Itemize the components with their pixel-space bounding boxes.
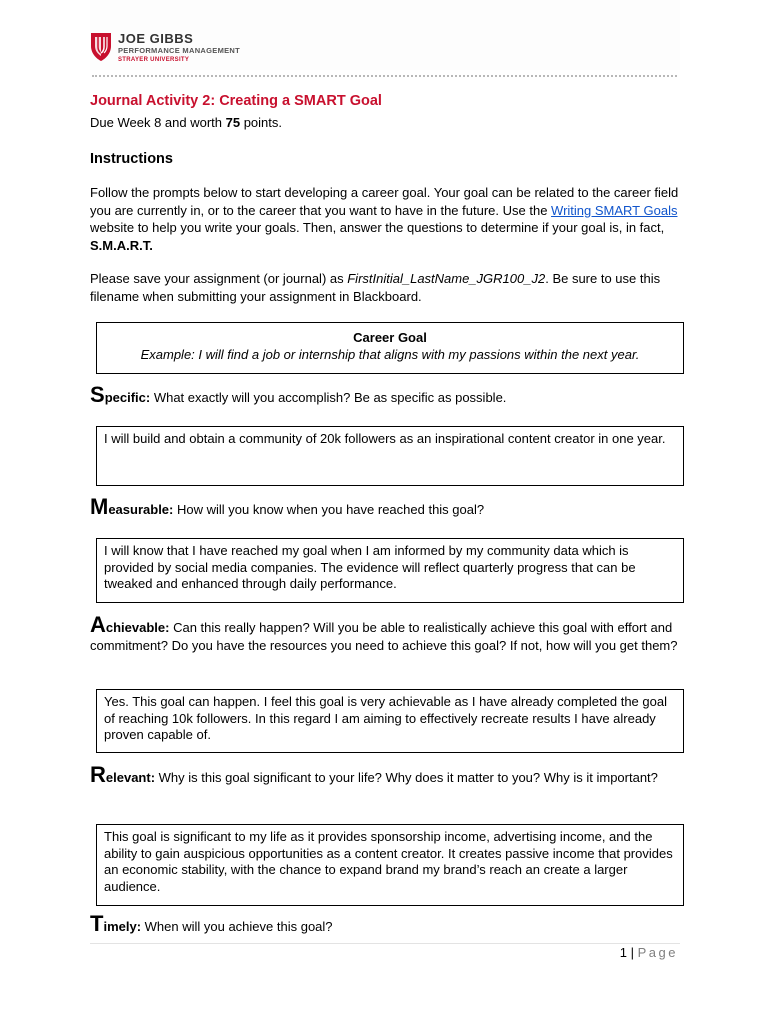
page-word: Page [637, 945, 678, 960]
instructions-paragraph-1 [90, 184, 690, 254]
specific-answer-box[interactable] [96, 426, 684, 486]
p1-smart: S.M.A.R.T. [90, 237, 153, 253]
career-goal-box[interactable] [96, 322, 684, 374]
writing-smart-goals-link[interactable]: Writing SMART Goals [551, 202, 678, 218]
specific-question-text: What exactly will you accomplish? Be as specific as possible. [150, 390, 507, 405]
career-goal-label: Career Goal [353, 330, 427, 345]
due-line [90, 114, 282, 131]
achievable-label: chievable: [105, 620, 170, 635]
instructions-paragraph-2 [90, 270, 690, 305]
relevant-label: elevant: [105, 770, 156, 785]
page-number [600, 944, 678, 962]
timely-question-text: When will you achieve this goal? [141, 919, 333, 934]
specific-question [90, 384, 690, 407]
relevant-answer-box[interactable] [96, 824, 684, 906]
measurable-answer: I will know that I have reached my goal when I am informed by my community data which is provided by social media companies. The evidence will reflect quarterly progress that can be tweaked and enhanced through daily performance. [104, 543, 636, 591]
due-suffix: points. [240, 115, 283, 130]
career-goal-example: Example: I will find a job or internship that aligns with my passions within the next year. [140, 346, 640, 362]
logo-text [118, 32, 240, 64]
logo-sub-text: PERFORMANCE MANAGEMENT [118, 46, 241, 55]
p2-text-after: . Be sure to use this filename when submitting your assignment in Blackboard. [90, 271, 661, 304]
relevant-answer: This goal is significant to my life as it provides sponsorship income, advertising income, and the ability to gain auspicious opportunities as a content creator. It creates passive income that provides an economic stability, with the chance to expand brand my brand’s reach an create a larger audience. [104, 829, 673, 894]
timely-question [90, 913, 690, 936]
measurable-question-text: How will you know when you have reached this goal? [173, 502, 485, 517]
due-prefix: Due Week 8 and worth [90, 115, 226, 130]
measurable-letter: M [90, 494, 109, 519]
measurable-answer-box[interactable] [96, 538, 684, 603]
instructions-heading: Instructions [90, 151, 173, 167]
shield-icon [90, 32, 112, 62]
relevant-letter: R [90, 762, 106, 787]
achievable-letter: A [90, 612, 106, 637]
achievable-answer: Yes. This goal can happen. I feel this goal is very achievable as I have already completed the goal of reaching 10k followers. In this regard I am aiming to effectively recreate results I have already proven capable of. [104, 694, 667, 742]
specific-answer: I will build and obtain a community of 20k followers as an inspirational content creator in one year. [104, 431, 666, 446]
header-divider [92, 75, 677, 77]
p1-text-before: Follow the prompts below to start developing a career goal. Your goal can be related to the career field you are currently in, or to the career that you want to have in the future. Use the [90, 185, 679, 218]
p2-text-before: Please save your assignment (or journal) as [90, 271, 348, 286]
footer-divider [90, 943, 680, 944]
page-number-separator: | [627, 945, 638, 960]
p1-text-after: website to help you write your goals. Then, answer the questions to determine if your goal is, in fact, [90, 220, 665, 235]
relevant-question-text: Why is this goal significant to your life? Why does it matter to you? Why is it important? [155, 770, 658, 785]
page-number-value: 1 [619, 945, 628, 960]
relevant-question [90, 764, 690, 787]
timely-letter: T [90, 911, 104, 936]
logo-university-text: STRAYER UNIVERSITY [118, 57, 190, 63]
logo-main-text: JOE GIBBS [118, 31, 194, 46]
specific-label: pecific: [104, 390, 151, 405]
achievable-question [90, 614, 690, 655]
due-points: 75 [225, 115, 241, 130]
timely-label: imely: [103, 919, 142, 934]
achievable-answer-box[interactable] [96, 689, 684, 753]
p2-filename: FirstInitial_LastName_JGR100_J2 [347, 271, 546, 286]
achievable-question-text: Can this really happen? Will you be able to realistically achieve this goal with effort and commitment? Do you have the resources you need to achieve this goal? If not, how will you get them? [90, 620, 678, 653]
measurable-question [90, 496, 690, 519]
specific-letter: S [90, 382, 105, 407]
measurable-label: easurable: [108, 502, 174, 517]
page-title: Journal Activity 2: Creating a SMART Goal [90, 93, 382, 109]
